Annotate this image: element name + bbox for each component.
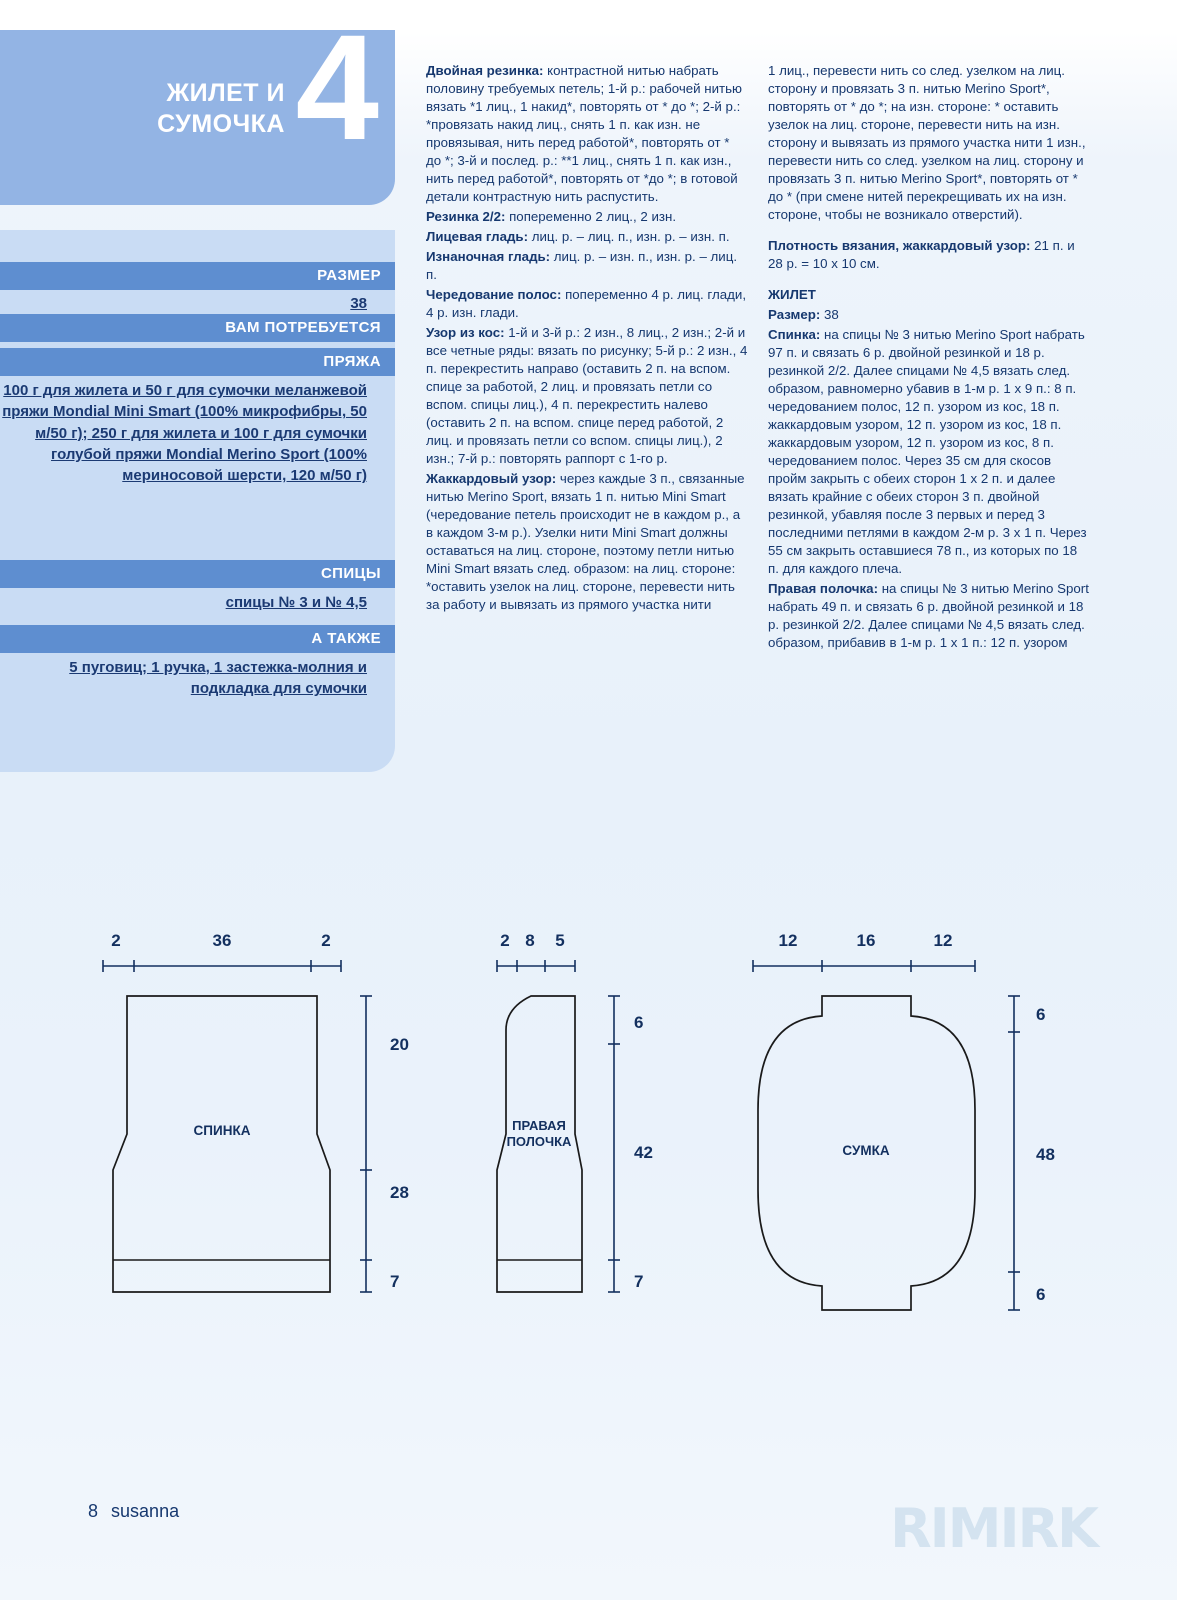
header-panel: [0, 3, 395, 772]
footer: [88, 1501, 179, 1522]
term-right-front: Правая полочка:: [768, 581, 879, 597]
spacer-2: [768, 275, 1090, 286]
back-dim-top-1: 2: [111, 931, 121, 950]
text-double-rib: контрастной нитью набрать половину требуемых петель; 1-й р.: рабочей нитью вязать *1 лиц., 1 накид*, повторять от * до *; 2-й р.: *провязать накид лиц., снять 1 п. как изн. не провязывая, нить перед работой*, повторять от * до *; 3-й и послед. р.: **1 лиц., снять 1 п. как изн., нить перед работой*, повторять от *до *; в готовой детали контрастную нить распустить.: [426, 63, 743, 205]
model-number: 4: [295, 3, 379, 171]
spec-value-also: 5 пуговиц; 1 ручка, 1 застежка-молния и подкладка для сумочки: [69, 659, 367, 698]
paragraph-stockinette: [426, 228, 748, 246]
back-dim-top-2: 36: [212, 931, 232, 950]
paragraph-size: [768, 306, 1090, 324]
front-label-line1: ПРАВАЯ: [512, 1118, 566, 1133]
title-block: [0, 3, 395, 205]
spec-value-needles: спицы № 3 и № 4,5: [225, 594, 367, 611]
spec-band-required: ВАМ ПОТРЕБУЕТСЯ: [0, 314, 395, 342]
front-dim-right-3: 7: [634, 1272, 644, 1291]
term-reverse-stockinette: Изнаночная гладь:: [426, 249, 551, 265]
text-size: 38: [820, 307, 839, 323]
schematic-back: [103, 931, 409, 1292]
spec-value-size: 38: [350, 295, 367, 312]
spacer-1: [768, 226, 1090, 237]
paragraph-jacquard: [426, 470, 748, 614]
text-back: на спицы № 3 нитью Merino Sport набрать 97 п. и связать 6 р. двойной резинкой и 18 р. резинкой 2/2. Далее спицами № 4,5 вязать след. образом, равномерно убавив в 1-м р. 1 х 9 п.: 8 п. чередованием полос, 12 п. узором из кос, 18 п. жаккардовым узором, 12 п. узором из кос, 18 п. жаккардовым узором, 12 п. узором из кос, 8 п. чередованием полос. Через 35 см для скосов пройм закрыть с обеих сторон 1 х 2 п. и далее вязать крайние с обеих сторон 3 п. двойной резинкой, убавляя после 3 первых и перед 3 последними петлями в каждом 2-м р. 3 х 1 п. Через 55 см закрыть оставшиеся 78 п., из которых по 18 п. для каждого плеча.: [768, 327, 1087, 577]
term-jacquard: Жаккардовый узор:: [426, 471, 557, 487]
text-reverse-stockinette: лиц. р. – изн. п., изн. р. – лиц. п.: [426, 249, 738, 283]
text-stockinette: лиц. р. – лиц. п., изн. р. – изн. п.: [528, 229, 730, 245]
paragraph-cables: [426, 324, 748, 468]
bag-dim-top-2: 16: [856, 931, 876, 950]
text-gauge: 21 п. и 28 р. = 10 х 10 см.: [768, 238, 1075, 272]
bag-dim-right-3: 6: [1036, 1285, 1046, 1304]
paragraph-right-front: [768, 580, 1090, 652]
text-jacquard: через каждые 3 п., связанные нитью Merino Sport, вязать 1 п. нитью Mini Smart (чередование петель происходит не в каждом р., а в каждом 3-м р.). Узелки нити Mini Smart должны оставаться на лиц. стороне, поэтому петли нитью Mini Smart вязать след. образом: на лиц. стороне: *оставить узелок на лиц. стороне, перевести нить за работу и вывязать из прямого участка нити: [426, 471, 745, 613]
back-dim-top-3: 2: [321, 931, 331, 950]
schematic-bag: [753, 931, 1055, 1310]
term-rib22: Резинка 2/2:: [426, 209, 506, 225]
back-label: СПИНКА: [193, 1123, 251, 1138]
paragraph-jacquard-cont: 1 лиц., перевести нить со след. узелком на лиц. сторону и провязать 3 п. нитью Merino Sport*, повторять от * до *; на изн. стороне: * оставить узелок на лиц. стороне, перевести нить на изн. сторону и вывязать из прямого участка нити 1 изн., перевести нить со след. узелком на лиц. сторону и провязать 3 п. нитью Merino Sport*, повторять от * до * (при смене нитей перекрещивать их на изн. стороне, чтобы не возникало отверстий).: [768, 63, 1086, 223]
magazine-name: susanna: [111, 1501, 180, 1521]
schematic-right-front: [497, 931, 653, 1292]
text-rib22: попеременно 2 лиц., 2 изн.: [505, 209, 677, 225]
term-cables: Узор из кос:: [426, 325, 505, 341]
section-heading-vest: ЖИЛЕТ: [768, 287, 816, 303]
front-dim-right-1: 6: [634, 1013, 644, 1032]
back-dim-right-2: 28: [390, 1183, 409, 1202]
bag-dim-right-2: 48: [1036, 1145, 1055, 1164]
front-dim-top-2: 8: [525, 931, 535, 950]
instructions-column-middle: [426, 62, 748, 616]
spec-panel: [0, 230, 395, 772]
spec-value-yarn: 100 г для жилета и 50 г для сумочки меланжевой пряжи Mondial Mini Smart (100% микрофибры, 50 м/50 г); 250 г для жилета и 100 г для сумочки голубой пряжи Mondial Merino Sport (100% мериносовой шерсти, 120 м/50 г): [2, 382, 367, 485]
paragraph-gauge: [768, 237, 1090, 273]
paragraph-stripes: [426, 286, 748, 322]
front-label-line2: ПОЛОЧКА: [506, 1134, 572, 1149]
text-cables: 1-й и 3-й р.: 2 изн., 8 лиц., 2 изн.; 2-й и все четные ряды: вязать по рисунку; 5-й р.: 2 изн., 4 п. перекрестить направо (оставить 2 п. на вспом. спице за работой, 2 лиц. и провязать петли со вспом. спицы лиц.), 4 п. перекрестить налево (оставить 2 п. на вспом. спице перед работой, 2 лиц. и провязать петли со вспом. спицы лиц.), 2 изн.; 7-й р.: повторять раппорт с 1-го р.: [426, 325, 748, 467]
page-title-line2: СУМОЧКА: [157, 109, 285, 138]
bag-dim-top-1: 12: [778, 931, 798, 950]
term-stripes: Чередование полос:: [426, 287, 562, 303]
term-size: Размер:: [768, 307, 821, 323]
page-title: [35, 78, 285, 139]
spec-band-also: А ТАКЖЕ: [0, 625, 395, 653]
front-dim-top-3: 5: [555, 931, 565, 950]
text-stripes: попеременно 4 р. лиц. глади, 4 р. изн. глади.: [426, 287, 747, 321]
back-outline: [113, 996, 330, 1292]
paragraph-reverse-stockinette: [426, 248, 748, 284]
bag-dim-top-3: 12: [933, 931, 953, 950]
bag-label: СУМКА: [842, 1143, 890, 1158]
text-right-front: на спицы № 3 нитью Merino Sport набрать 49 п. и связать 6 р. двойной резинкой и 18 р. резинкой 2/2. Далее спицами № 4,5 вязать след. образом, прибавив в 1-м р. 1 х 1 п.: 12 п. узором: [768, 581, 1089, 651]
page-number: 8: [88, 1501, 99, 1521]
term-gauge: Плотность вязания, жаккардовый узор:: [768, 238, 1031, 254]
term-stockinette: Лицевая гладь:: [426, 229, 529, 245]
paragraph-rib22: [426, 208, 748, 226]
term-double-rib: Двойная резинка:: [426, 63, 544, 78]
page-title-line1: ЖИЛЕТ И: [166, 79, 285, 107]
spec-band-yarn: ПРЯЖА: [0, 348, 395, 376]
front-dim-top-1: 2: [500, 931, 510, 950]
back-dim-right-3: 7: [390, 1272, 400, 1291]
instructions-column-right: [768, 62, 1090, 654]
bag-dim-right-1: 6: [1036, 1005, 1046, 1024]
term-back: Спинка:: [768, 327, 821, 343]
paragraph-double-rib: [426, 62, 748, 206]
front-dim-right-2: 42: [634, 1143, 653, 1162]
schematic-diagrams: [0, 920, 1177, 1440]
back-dim-right-1: 20: [390, 1035, 409, 1054]
spec-band-size: РАЗМЕР: [0, 262, 395, 290]
watermark: RIMIRK: [890, 1497, 1097, 1560]
paragraph-back: [768, 326, 1090, 578]
spec-band-needles: СПИЦЫ: [0, 560, 395, 588]
